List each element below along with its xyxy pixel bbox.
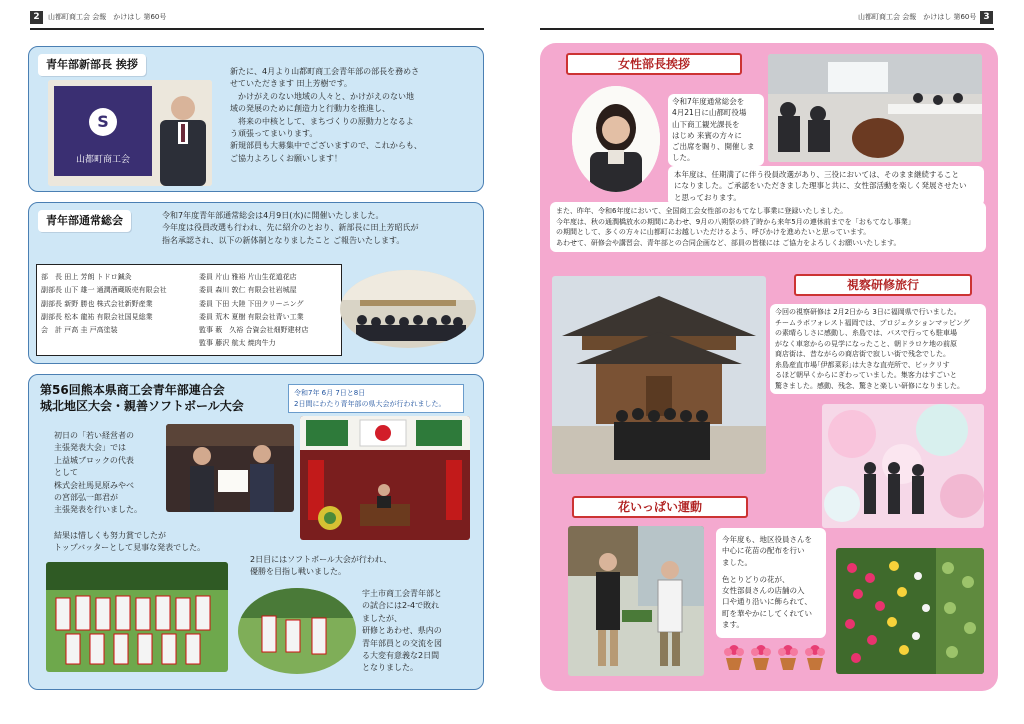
- flowers-text-box: 今年度も、地区役員さんを 中心に花苗の配布を行い ました。 色とりどりの花が、 女性部員さんの店舗の入 口や通り沿いに飾られて、 町を華やかにしてくれてい ます。: [716, 528, 826, 638]
- softball-game-photo: [238, 588, 356, 674]
- flower-pot-icon: [751, 645, 771, 670]
- officers-right-col: 委員 片山 雅裕 片山生花道花店 委員 森川 敦仁 有限会社岩城屋 委員 下田 大陸 下田クリーニング 委員 荒木 夏樹 有限会社青い工業 監事 薮 久裕 合資会社畑野建材店 監事 藤沢 航太 焼肉牛力: [199, 273, 309, 348]
- women-leader-photo: [572, 86, 660, 192]
- stage-photo: [300, 416, 470, 540]
- flower-pot-icon: [805, 645, 825, 670]
- convention-date-box: 令和7年 6月 7日と8日 2日間にわたり青年部の県大会が行われました。: [288, 384, 464, 413]
- general-meeting-title: 青年部通常総会: [38, 210, 131, 232]
- flower-bed-photo: [836, 548, 984, 674]
- header-rule-left: [30, 28, 484, 30]
- shrine-group-photo: [552, 276, 766, 474]
- convention-title: 第56回熊本県商工会青年部連合会 城北地区大会・親善ソフトボール大会: [40, 383, 244, 414]
- page-number-left: 2: [30, 11, 43, 24]
- softball-team-photo: [46, 562, 228, 672]
- officers-table: [36, 264, 342, 356]
- award-photo: [166, 424, 294, 512]
- page-number-right: 3: [980, 11, 993, 24]
- flower-pot-icons: [720, 642, 828, 672]
- header-rule-right: [540, 28, 994, 30]
- svg-text:S: S: [97, 112, 109, 131]
- officers-left-col: 部 長 田上 芳朗 トドロ鍼灸 副部長 山下 雄一 通潤酒蔵販売有限会社 副部長 新野 勝也 株式会社新野産業 副部長 松本 龍祐 有限会社国見総業 会 計 戸高 圭 戸高塗装: [41, 273, 167, 335]
- convention-closing-text: 宇土市商工会青年部と の試合には2-4で敗れ ましたが、 研修とあわせ、県内の 青年部員との交流を図 る大変有意義な2日間 となりました。: [362, 589, 442, 673]
- flowers-title: 花いっぱい運動: [572, 496, 748, 518]
- women-intro-box: 令和7年度通常総会を 4月21日に山都町役場 山下商工観光課長を はじめ 来賓の方々に ご出席を賜り、開催しま した。: [668, 94, 764, 166]
- convention-speech-text: 初日の「若い経営者の 主張発表大会」では 上益城ブロックの代表 として 株式会社馬見原みやべ の宮部弘一郎君が 主張発表を行いました。: [54, 431, 142, 515]
- women-body-box: 本年度は、任期満了に伴う役員改選があり、三役においては、そのまま継続すること になりました。ご承認をいただきました理事と共に、女性部活動を楽しく発展させたい と思っております。: [668, 166, 984, 206]
- teamlab-photo: [822, 404, 984, 528]
- convention-day2-text: 2日目にはソフトボール大会が行われ、 優勝を目指し戦いました。: [250, 555, 392, 577]
- new-leader-title: 青年部新部長 挨拶: [38, 54, 146, 76]
- women-leader-title: 女性部長挨拶: [566, 53, 742, 75]
- trip-title: 視察研修旅行: [794, 274, 972, 296]
- banner-text: 山都町商工会: [75, 155, 131, 165]
- running-head-right: 山都町商工会 会報 かけはし 第60号: [858, 13, 977, 21]
- women-meeting-photo: [768, 54, 982, 162]
- general-meeting-text: 令和7年度青年部通常総会は4月9日(水)に開催いたしました。 今年度は役員改選も行われ、先に紹介のとおり、新部長に田上芳昭氏が 指名承認され、以下の新体制となりましたこと ご報告いたします。: [162, 211, 419, 245]
- new-leader-text: 新たに、4月より山都町商工会青年部の部長を務めさ せていただきます 田上芳樹です。 かけがえのない地域の人々と、かけがえのない地 域の発展のために創造力と行動力を推進し、 将来の中核として、まちづくりの原動力となるよ う頑張ってまいります。 新規部員も大募集中でございますので、これからも、 ご協力よろしくお願いします！: [230, 67, 422, 163]
- convention-result-text: 結果は惜しくも努力賞でしたが トップバッターとして見事な発表でした。: [54, 531, 206, 553]
- flower-pot-icon: [724, 645, 744, 670]
- meeting-photo: [340, 270, 476, 348]
- trip-text-box: 今回の視察研修は 2月2日から 3日に福岡県で行いました。 チームラボフォレスト福岡では、プロジェクションマッピング の素晴らしさに感動し、糸島では、バスで行っても駐車場 がなく車窓からの見学になったこと、朝ドラロケ地の前原 商店街は、昔ながらの商店街で寂しい街で残念でした。 糸島産直市場｢伊都菜彩｣は大きな直売所で、ビックリす るほど朝早くからにぎわっていました。集客力はすごいと 驚きました。感動、残念、驚きと楽しい研修になりました。: [770, 304, 986, 394]
- flower-pot-icon: [778, 645, 798, 670]
- women-body2-box: また、昨年、令和6年度において、全国商工会女性部のおもてなし事業に登録いたしました。 今年度は、秋の通潤橋放水の期間にあわせ、9月の八朔祭の終了時から来年5月の連休前までを「おもてなし事業」 の期間として、多くの方々に山都町にお越しいただけるよう、呼びかけを進めたいと思っています。 あわせて、研修会や講習会、青年部との合同企画など、部員の皆様には ご協力をよろしくお願いいたします。: [550, 202, 986, 252]
- running-head-left: 山都町商工会 会報 かけはし 第60号: [48, 13, 167, 21]
- new-leader-photo: [48, 80, 212, 186]
- flower-distribution-photo: [568, 526, 704, 676]
